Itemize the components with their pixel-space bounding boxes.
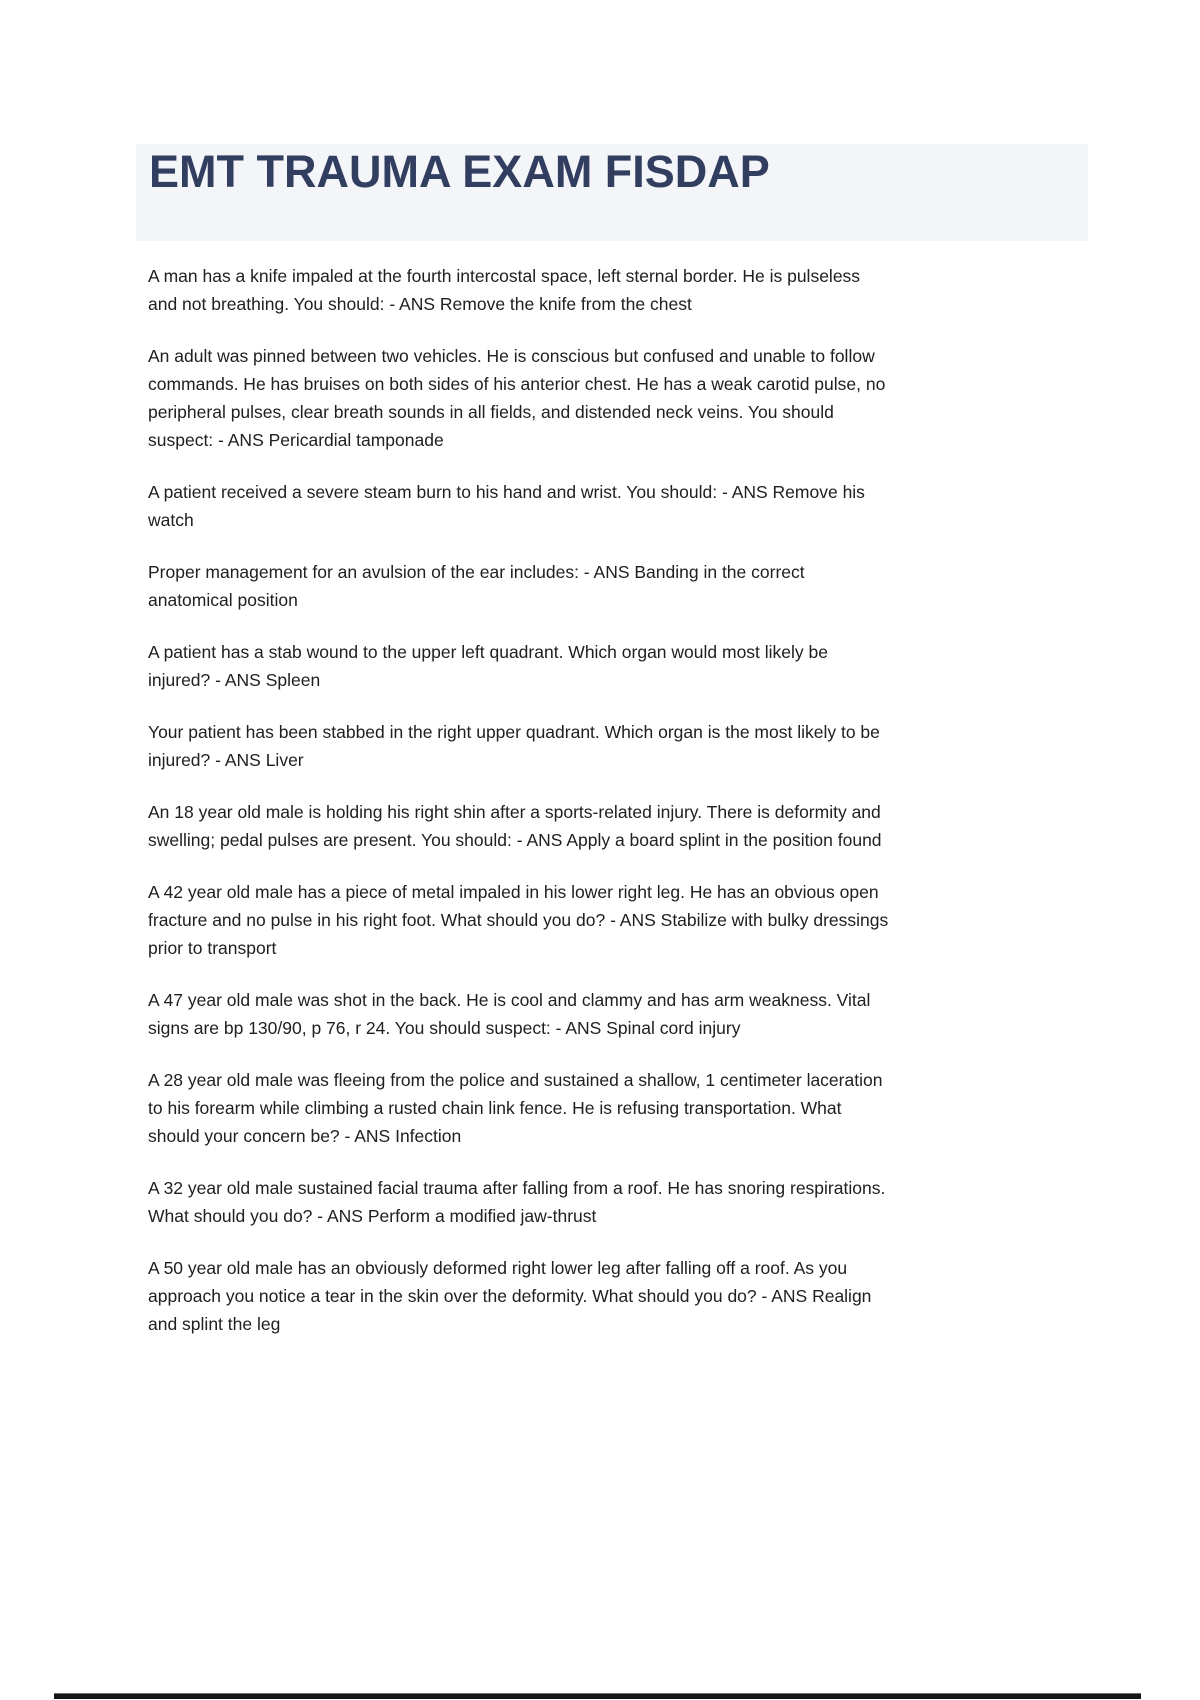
qa-item: A 47 year old male was shot in the back. He is cool and clammy and has arm weakness. Vital signs are bp 130/90, p 76, r 24. You should suspect: - ANS Spinal cord injury bbox=[148, 990, 871, 1038]
qa-item: A man has a knife impaled at the fourth intercostal space, left sternal border. He is pulseless and not breathing. You should: - ANS Remove the knife from the chest bbox=[148, 266, 861, 314]
qa-item: A 50 year old male has an obviously deformed right lower leg after falling off a roof. As you approach you notice a tear in the skin over the deformity. What should you do? - ANS Realign and splint the leg bbox=[148, 1258, 872, 1334]
qa-item: A patient received a severe steam burn to his hand and wrist. You should: - ANS Remove his watch bbox=[148, 482, 865, 530]
qa-item: A 42 year old male has a piece of metal impaled in his lower right leg. He has an obvious open fracture and no pulse in his right foot. What should you do? - ANS Stabilize with bulky dressings prior to transport bbox=[148, 882, 889, 958]
qa-item: A 32 year old male sustained facial trauma after falling from a roof. He has snoring respirations. What should you do? - ANS Perform a modified jaw-thrust bbox=[148, 1178, 886, 1226]
qa-item: A patient has a stab wound to the upper left quadrant. Which organ would most likely be injured? - ANS Spleen bbox=[148, 642, 828, 690]
page-break-divider bbox=[54, 1693, 1141, 1699]
qa-item: Proper management for an avulsion of the ear includes: - ANS Banding in the correct anatomical position bbox=[148, 562, 805, 610]
qa-item: An adult was pinned between two vehicles. He is conscious but confused and unable to follow commands. He has bruises on both sides of his anterior chest. He has a weak carotid pulse, no peripheral pulses, clear breath sounds in all fields, and distended neck veins. You should suspect: - ANS Pericardial tamponade bbox=[148, 346, 886, 450]
qa-item: Your patient has been stabbed in the right upper quadrant. Which organ is the most likely to be injured? - ANS Liver bbox=[148, 722, 880, 770]
page-title: EMT TRAUMA EXAM FISDAP bbox=[136, 144, 1088, 241]
qa-item: An 18 year old male is holding his right shin after a sports-related injury. There is deformity and swelling; pedal pulses are present. You should: - ANS Apply a board splint in the position found bbox=[148, 802, 882, 850]
qa-list bbox=[148, 262, 1068, 1362]
qa-item: A 28 year old male was fleeing from the police and sustained a shallow, 1 centimeter laceration to his forearm while climbing a rusted chain link fence. He is refusing transportation. What should your concern be? - ANS Infection bbox=[148, 1070, 883, 1146]
